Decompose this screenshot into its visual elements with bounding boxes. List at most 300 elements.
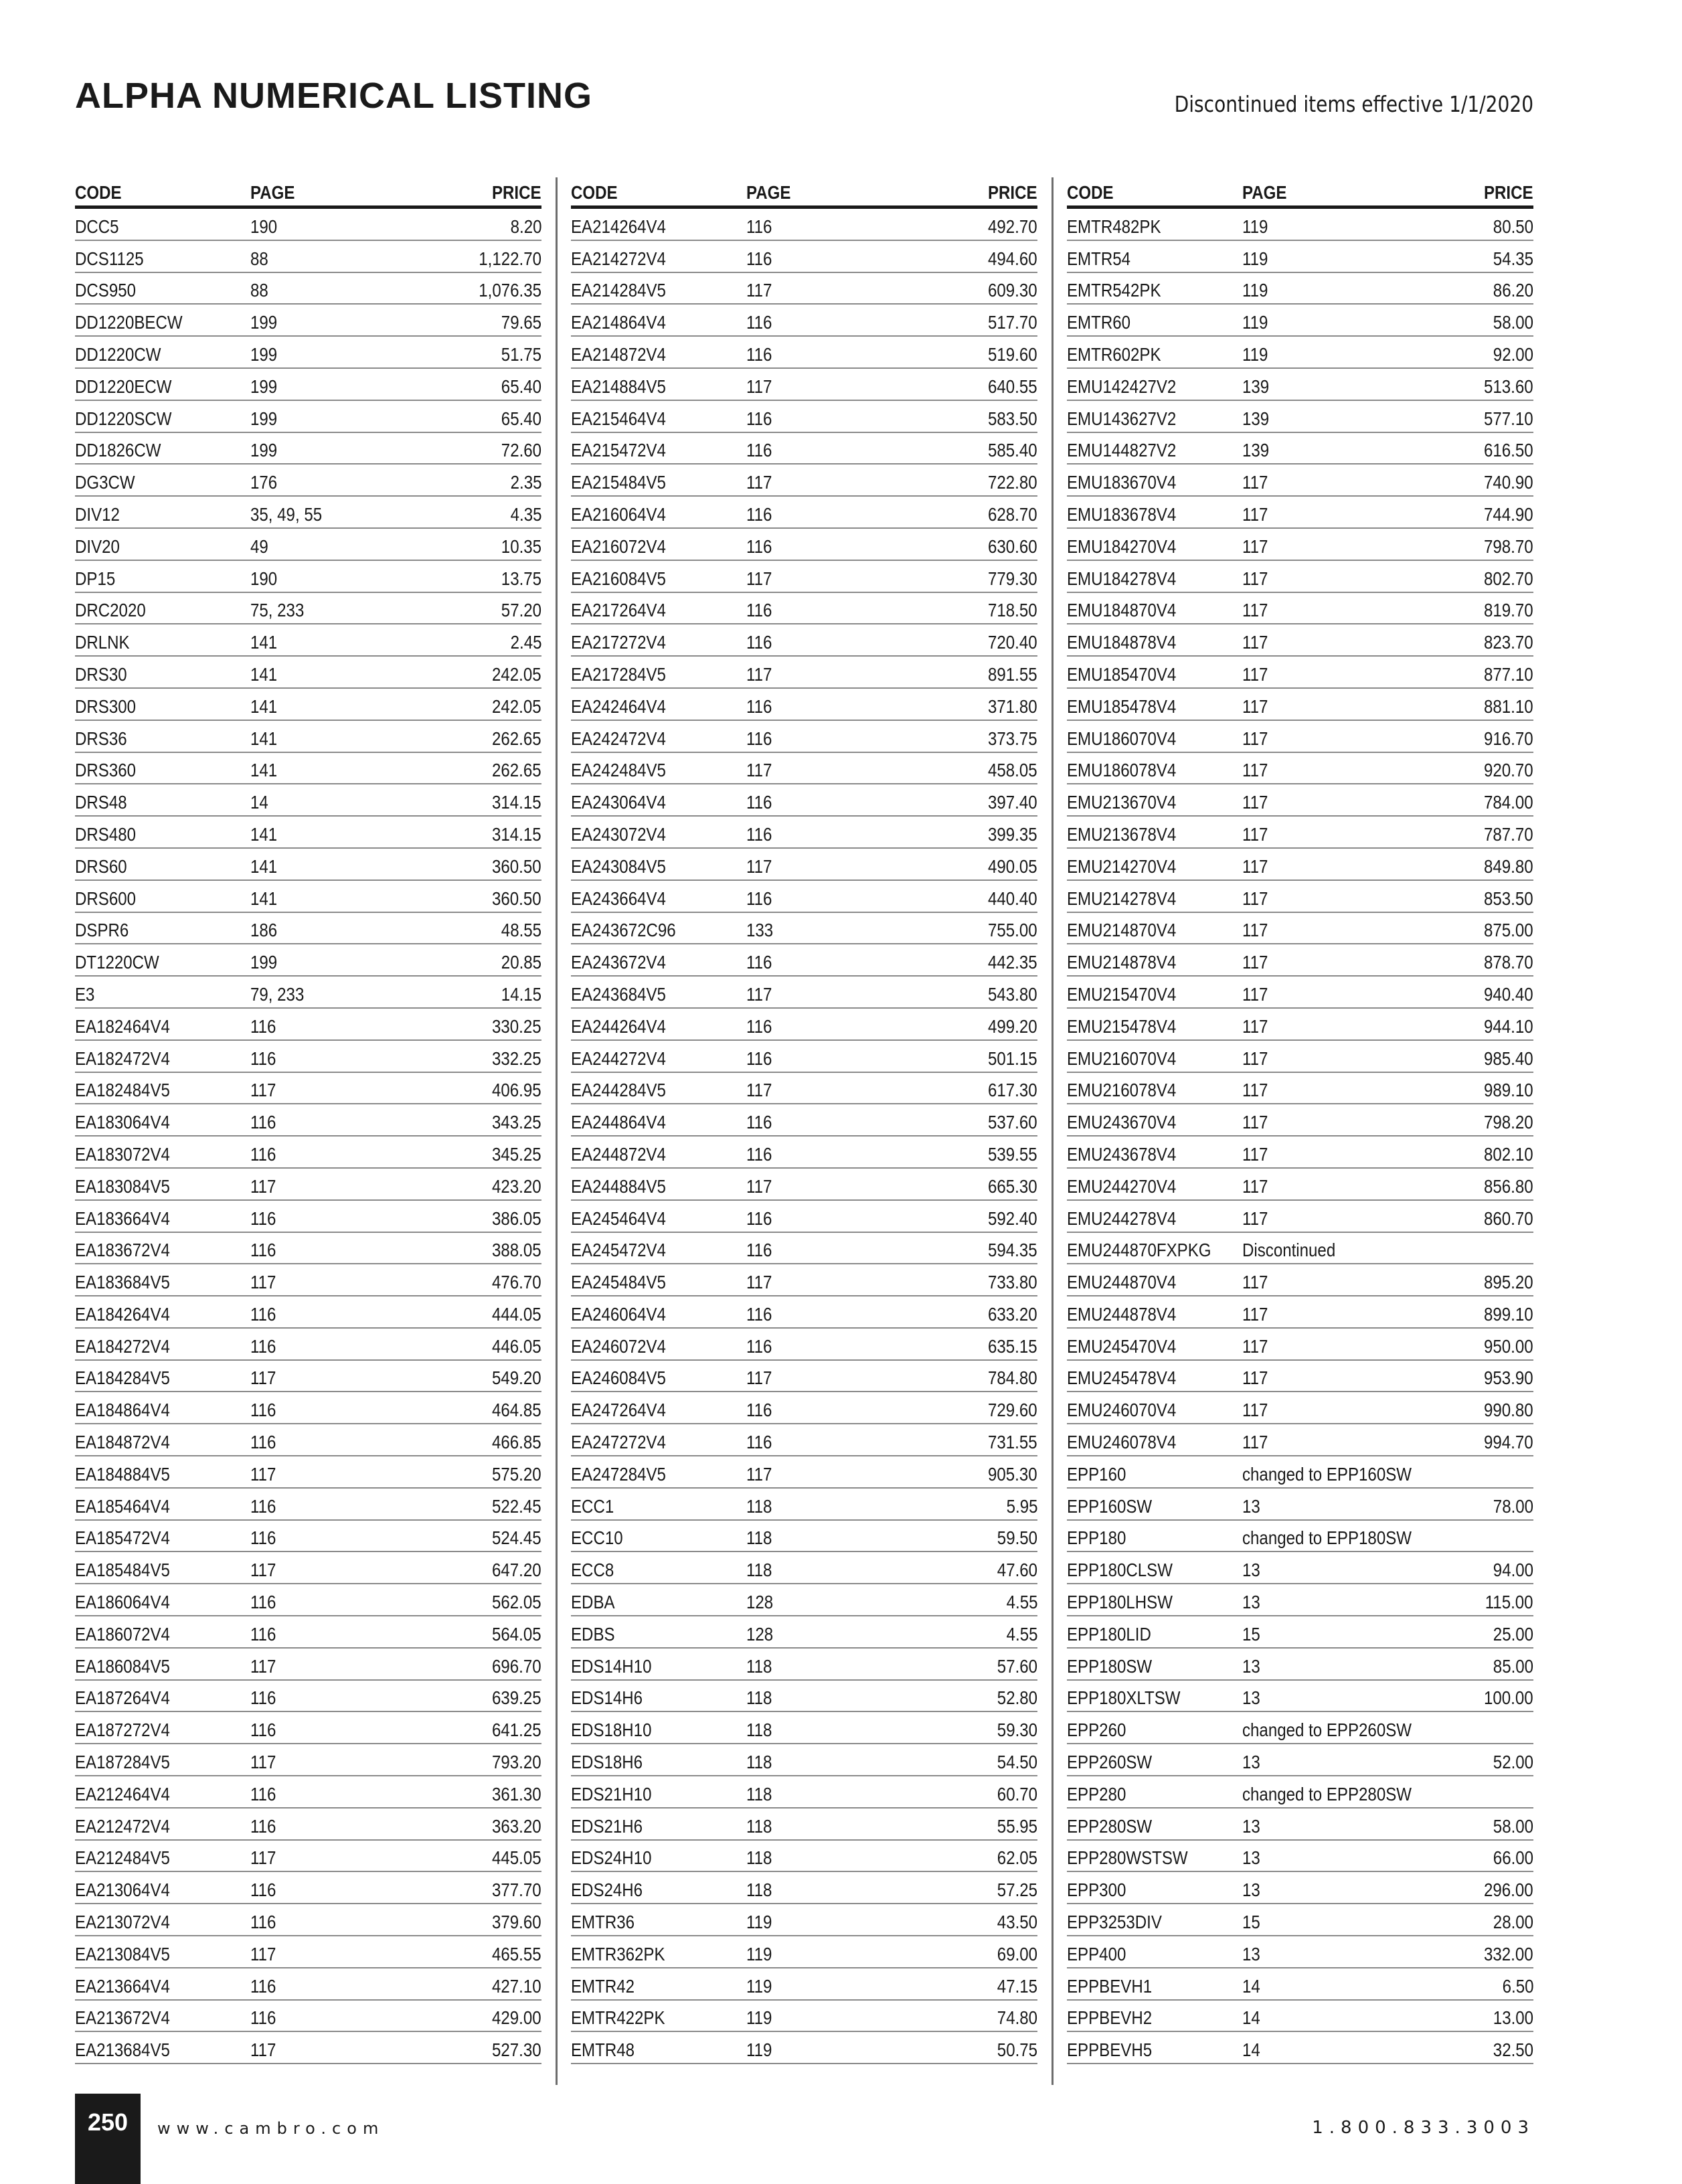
item-page: 116 bbox=[746, 1240, 772, 1261]
table-row bbox=[75, 529, 541, 561]
item-code: EMU213678V4 bbox=[1067, 823, 1177, 845]
item-code: EPP280 bbox=[1067, 1783, 1126, 1804]
item-page: 119 bbox=[1242, 280, 1268, 301]
table-row bbox=[1067, 753, 1533, 785]
item-code: EDS18H6 bbox=[571, 1752, 643, 1773]
item-price: 718.50 bbox=[988, 600, 1037, 621]
item-code: EPPBEVH2 bbox=[1067, 2007, 1153, 2029]
item-price: 953.90 bbox=[1484, 1367, 1533, 1389]
item-code: EMTR48 bbox=[571, 2039, 635, 2061]
table-row bbox=[75, 1201, 541, 1233]
item-page: 116 bbox=[746, 535, 772, 557]
item-code: EMTR542PK bbox=[1067, 280, 1161, 301]
item-page: 118 bbox=[746, 1879, 772, 1901]
table-row bbox=[571, 1169, 1037, 1201]
table-row bbox=[571, 1456, 1037, 1489]
item-page: 117 bbox=[1242, 535, 1268, 557]
item-price: 891.55 bbox=[988, 663, 1037, 685]
table-row bbox=[571, 624, 1037, 657]
item-page: 118 bbox=[746, 1560, 772, 1581]
item-code: EMU243678V4 bbox=[1067, 1143, 1177, 1165]
item-page: 117 bbox=[1242, 823, 1268, 845]
item-code: EMU144827V2 bbox=[1067, 440, 1177, 461]
item-code: EA187264V4 bbox=[75, 1687, 170, 1709]
item-code: EA213084V5 bbox=[75, 1943, 170, 1964]
header-page: PAGE bbox=[746, 182, 791, 203]
item-price: 519.60 bbox=[988, 343, 1037, 365]
item-page: 117 bbox=[1242, 663, 1268, 685]
item-code: EPP280WSTSW bbox=[1067, 1847, 1188, 1869]
item-code: EA184272V4 bbox=[75, 1335, 170, 1357]
item-price: 527.30 bbox=[492, 2039, 541, 2061]
item-code: EA242464V4 bbox=[571, 695, 666, 717]
table-row bbox=[571, 369, 1037, 401]
item-page: 199 bbox=[250, 343, 278, 365]
table-row bbox=[571, 1841, 1037, 1873]
item-code: EMU215470V4 bbox=[1067, 983, 1177, 1005]
item-code: ECC1 bbox=[571, 1495, 614, 1517]
item-code: DD1220BECW bbox=[75, 312, 183, 333]
header-price: PRICE bbox=[1484, 182, 1533, 203]
item-page: 119 bbox=[746, 2039, 772, 2061]
item-price: 332.25 bbox=[492, 1047, 541, 1069]
item-price: 798.20 bbox=[1484, 1112, 1533, 1133]
item-page: 117 bbox=[1242, 983, 1268, 1005]
item-page: 117 bbox=[250, 1175, 276, 1197]
item-page: 116 bbox=[250, 1815, 276, 1837]
item-code: DD1220CW bbox=[75, 343, 161, 365]
item-code: EMU184270V4 bbox=[1067, 535, 1177, 557]
table-row bbox=[571, 817, 1037, 849]
table-row bbox=[75, 337, 541, 369]
table-row bbox=[1067, 624, 1533, 657]
item-code: EA216072V4 bbox=[571, 535, 666, 557]
item-code: EPP180SW bbox=[1067, 1655, 1153, 1677]
item-price: 65.40 bbox=[501, 408, 541, 429]
item-page: 119 bbox=[746, 1912, 772, 1933]
page-title: ALPHA NUMERICAL LISTING bbox=[75, 76, 592, 116]
item-price: 446.05 bbox=[492, 1335, 541, 1357]
table-row bbox=[571, 305, 1037, 337]
table-row bbox=[571, 1649, 1037, 1681]
table-header bbox=[1067, 177, 1533, 209]
item-price: 92.00 bbox=[1493, 343, 1533, 365]
item-page: 117 bbox=[1242, 855, 1268, 877]
table-row bbox=[75, 1809, 541, 1841]
item-page: 117 bbox=[250, 1560, 276, 1581]
item-price: 8.20 bbox=[510, 216, 541, 237]
item-price: 54.50 bbox=[997, 1752, 1037, 1773]
item-price: 458.05 bbox=[988, 760, 1037, 781]
table-row bbox=[571, 944, 1037, 977]
item-page: 116 bbox=[250, 1879, 276, 1901]
item-page: 119 bbox=[1242, 216, 1268, 237]
table-row bbox=[75, 1936, 541, 1968]
item-page: 119 bbox=[1242, 248, 1268, 269]
item-code: DRC2020 bbox=[75, 600, 146, 621]
table-row bbox=[75, 1584, 541, 1616]
item-page: 118 bbox=[746, 1719, 772, 1741]
item-price: 4.55 bbox=[1006, 1623, 1037, 1645]
item-code: EMU245478V4 bbox=[1067, 1367, 1177, 1389]
item-page: 116 bbox=[250, 2007, 276, 2029]
item-price: 920.70 bbox=[1484, 760, 1533, 781]
item-price: 429.00 bbox=[492, 2007, 541, 2029]
table-row bbox=[1067, 944, 1533, 977]
table-row bbox=[75, 1233, 541, 1265]
item-page: 116 bbox=[746, 408, 772, 429]
item-price: 57.25 bbox=[997, 1879, 1037, 1901]
item-price: 360.50 bbox=[492, 888, 541, 909]
item-page: 116 bbox=[746, 1143, 772, 1165]
table-row bbox=[1067, 1489, 1533, 1521]
table-row bbox=[571, 1616, 1037, 1649]
item-page: 190 bbox=[250, 216, 278, 237]
item-page: 116 bbox=[746, 632, 772, 653]
item-code: EA213072V4 bbox=[75, 1912, 170, 1933]
table-row bbox=[1067, 881, 1533, 913]
table-row bbox=[1067, 497, 1533, 529]
item-price: 784.80 bbox=[988, 1367, 1037, 1389]
table-row bbox=[1067, 465, 1533, 497]
item-page: 119 bbox=[746, 2007, 772, 2029]
item-price: 6.50 bbox=[1502, 1975, 1533, 1997]
header-price: PRICE bbox=[988, 182, 1037, 203]
item-price: 373.75 bbox=[988, 728, 1037, 749]
table-row bbox=[75, 1456, 541, 1489]
item-price: 343.25 bbox=[492, 1112, 541, 1133]
table-row bbox=[571, 1201, 1037, 1233]
item-code: EMU244878V4 bbox=[1067, 1303, 1177, 1325]
table-row bbox=[1067, 977, 1533, 1009]
item-page: 133 bbox=[746, 920, 774, 941]
table-row bbox=[571, 1392, 1037, 1424]
item-page: 118 bbox=[746, 1687, 772, 1709]
item-code: EDS21H6 bbox=[571, 1815, 643, 1837]
table-row bbox=[75, 721, 541, 753]
item-code: EA243672C96 bbox=[571, 920, 676, 941]
item-price: 43.50 bbox=[997, 1912, 1037, 1933]
item-code: EA246072V4 bbox=[571, 1335, 666, 1357]
item-page: 141 bbox=[250, 728, 278, 749]
item-price: 819.70 bbox=[1484, 600, 1533, 621]
table-row bbox=[1067, 849, 1533, 881]
table-row bbox=[1067, 1137, 1533, 1169]
table-row bbox=[75, 305, 541, 337]
item-page: 139 bbox=[1242, 408, 1270, 429]
item-page: 118 bbox=[746, 1752, 772, 1773]
item-price: 466.85 bbox=[492, 1432, 541, 1453]
item-price: 592.40 bbox=[988, 1207, 1037, 1229]
item-code: EA182484V5 bbox=[75, 1080, 170, 1101]
table-row bbox=[571, 1296, 1037, 1329]
item-page: 116 bbox=[746, 216, 772, 237]
item-page: 128 bbox=[746, 1592, 774, 1613]
item-code: EPPBEVH5 bbox=[1067, 2039, 1153, 2061]
item-code: EA217284V5 bbox=[571, 663, 666, 685]
item-price: 85.00 bbox=[1493, 1655, 1533, 1677]
table-row bbox=[75, 369, 541, 401]
item-page: 13 bbox=[1242, 1815, 1260, 1837]
item-price: 881.10 bbox=[1484, 695, 1533, 717]
item-page: 117 bbox=[250, 1463, 276, 1485]
item-price: 388.05 bbox=[492, 1240, 541, 1261]
item-page: 117 bbox=[1242, 472, 1268, 493]
item-page: 117 bbox=[1242, 1367, 1268, 1389]
table-row bbox=[1067, 784, 1533, 817]
item-code: EA215472V4 bbox=[571, 440, 666, 461]
item-page: 117 bbox=[746, 1463, 772, 1485]
table-row bbox=[571, 1809, 1037, 1841]
item-code: EA243072V4 bbox=[571, 823, 666, 845]
item-code: EA187272V4 bbox=[75, 1719, 170, 1741]
item-code: EMU243670V4 bbox=[1067, 1112, 1177, 1133]
item-code: EMU244278V4 bbox=[1067, 1207, 1177, 1229]
table-row bbox=[1067, 1521, 1533, 1553]
item-page: 117 bbox=[746, 983, 772, 1005]
item-code: EMU214870V4 bbox=[1067, 920, 1177, 941]
item-price: 115.00 bbox=[1485, 1592, 1533, 1613]
item-price: 397.40 bbox=[988, 792, 1037, 813]
item-price: 57.60 bbox=[997, 1655, 1037, 1677]
item-page: 117 bbox=[1242, 1207, 1268, 1229]
item-code: EPP160 bbox=[1067, 1463, 1126, 1485]
item-page: 190 bbox=[250, 568, 278, 589]
item-price: 633.20 bbox=[988, 1303, 1037, 1325]
page-number-box bbox=[75, 2094, 141, 2184]
table-row bbox=[1067, 433, 1533, 465]
table-row bbox=[1067, 1936, 1533, 1968]
table-row bbox=[571, 849, 1037, 881]
item-page: 117 bbox=[250, 1367, 276, 1389]
item-price: 427.10 bbox=[492, 1975, 541, 1997]
item-code: ECC10 bbox=[571, 1527, 623, 1549]
item-price: 755.00 bbox=[988, 920, 1037, 941]
item-page: 14 bbox=[1242, 2039, 1260, 2061]
item-page: 116 bbox=[746, 728, 772, 749]
item-code: EA242472V4 bbox=[571, 728, 666, 749]
table-row bbox=[75, 657, 541, 689]
table-row bbox=[1067, 273, 1533, 305]
item-price: 639.25 bbox=[492, 1687, 541, 1709]
item-code: DSPR6 bbox=[75, 920, 129, 941]
item-price: 856.80 bbox=[1484, 1175, 1533, 1197]
item-price: 860.70 bbox=[1484, 1207, 1533, 1229]
page-subtitle: Discontinued items effective 1/1/2020 bbox=[1174, 91, 1533, 117]
item-page: 117 bbox=[1242, 1272, 1268, 1293]
table-row bbox=[75, 1104, 541, 1137]
item-code: DIV12 bbox=[75, 503, 120, 525]
item-page: 116 bbox=[250, 1432, 276, 1453]
item-price: 296.00 bbox=[1484, 1879, 1533, 1901]
item-code: DCS950 bbox=[75, 280, 137, 301]
table-row bbox=[75, 1264, 541, 1296]
table-row bbox=[571, 1329, 1037, 1361]
item-page: 116 bbox=[250, 1719, 276, 1741]
table-row bbox=[1067, 1649, 1533, 1681]
item-page: 88 bbox=[250, 280, 268, 301]
item-page: 176 bbox=[250, 472, 278, 493]
item-price: 28.00 bbox=[1493, 1912, 1533, 1933]
item-page: 117 bbox=[1242, 1175, 1268, 1197]
item-page: 116 bbox=[250, 1687, 276, 1709]
item-code: DRS60 bbox=[75, 855, 127, 877]
item-price: 4.55 bbox=[1006, 1592, 1037, 1613]
item-page: 117 bbox=[1242, 952, 1268, 973]
item-code: EA184872V4 bbox=[75, 1432, 170, 1453]
table-row bbox=[571, 1552, 1037, 1584]
item-page: 116 bbox=[250, 1400, 276, 1421]
table-row bbox=[571, 433, 1037, 465]
item-code: EA247284V5 bbox=[571, 1463, 666, 1485]
table-row bbox=[571, 337, 1037, 369]
item-code: EMTR362PK bbox=[571, 1943, 665, 1964]
table-row bbox=[1067, 1968, 1533, 2001]
item-page: 14 bbox=[1242, 2007, 1260, 2029]
item-page: 116 bbox=[250, 1783, 276, 1804]
item-page: 88 bbox=[250, 248, 268, 269]
item-price: 10.35 bbox=[501, 535, 541, 557]
item-page: 117 bbox=[746, 663, 772, 685]
table-row bbox=[571, 2001, 1037, 2033]
item-page: 118 bbox=[746, 1527, 772, 1549]
item-price: 895.20 bbox=[1484, 1272, 1533, 1293]
item-code: DCC5 bbox=[75, 216, 119, 237]
table-row bbox=[75, 465, 541, 497]
table-row bbox=[571, 465, 1037, 497]
item-page: 117 bbox=[1242, 1303, 1268, 1325]
item-page: 117 bbox=[1242, 503, 1268, 525]
table-row bbox=[75, 1073, 541, 1105]
item-page: 116 bbox=[250, 1143, 276, 1165]
table-row bbox=[75, 784, 541, 817]
item-page: 117 bbox=[250, 1272, 276, 1293]
item-code: EA184864V4 bbox=[75, 1400, 170, 1421]
item-code: DD1220ECW bbox=[75, 375, 172, 397]
table-row bbox=[75, 1841, 541, 1873]
item-code: EA244872V4 bbox=[571, 1143, 666, 1165]
table-row bbox=[75, 433, 541, 465]
item-page: 116 bbox=[746, 792, 772, 813]
item-price: 242.05 bbox=[492, 663, 541, 685]
item-code: EA243084V5 bbox=[571, 855, 666, 877]
table-row bbox=[1067, 1776, 1533, 1809]
item-price: 944.10 bbox=[1484, 1015, 1533, 1037]
table-row bbox=[1067, 1009, 1533, 1041]
item-code: DRS300 bbox=[75, 695, 137, 717]
item-code: EA183084V5 bbox=[75, 1175, 170, 1197]
item-code: EA214264V4 bbox=[571, 216, 666, 237]
table-row bbox=[571, 721, 1037, 753]
item-page: 116 bbox=[250, 1623, 276, 1645]
item-page: 116 bbox=[250, 1592, 276, 1613]
table-row bbox=[75, 689, 541, 721]
table-row bbox=[571, 1104, 1037, 1137]
table-row bbox=[75, 1968, 541, 2001]
table-row bbox=[1067, 817, 1533, 849]
item-page: 117 bbox=[1242, 920, 1268, 941]
item-price: 78.00 bbox=[1493, 1495, 1533, 1517]
item-code: EA184884V5 bbox=[75, 1463, 170, 1485]
table-row bbox=[1067, 1296, 1533, 1329]
item-price: 314.15 bbox=[492, 823, 541, 845]
item-code: DD1220SCW bbox=[75, 408, 172, 429]
table-row bbox=[571, 1041, 1037, 1073]
item-page: 117 bbox=[250, 1080, 276, 1101]
website-link[interactable]: www.cambro.com bbox=[157, 2119, 385, 2138]
item-page: 116 bbox=[746, 888, 772, 909]
item-price: 562.05 bbox=[492, 1592, 541, 1613]
item-price: 52.00 bbox=[1493, 1752, 1533, 1773]
table-row bbox=[1067, 913, 1533, 945]
item-code: EA187284V5 bbox=[75, 1752, 170, 1773]
item-price: 720.40 bbox=[988, 632, 1037, 653]
item-page: 117 bbox=[1242, 600, 1268, 621]
table-row bbox=[1067, 1904, 1533, 1936]
item-price: 332.00 bbox=[1484, 1943, 1533, 1964]
item-price: 729.60 bbox=[988, 1400, 1037, 1421]
item-code: EA185484V5 bbox=[75, 1560, 170, 1581]
table-row bbox=[1067, 561, 1533, 593]
item-page: 117 bbox=[746, 760, 772, 781]
item-code: EMU186070V4 bbox=[1067, 728, 1177, 749]
item-page: 15 bbox=[1242, 1912, 1260, 1933]
item-page: 117 bbox=[250, 2039, 276, 2061]
item-code: EA247272V4 bbox=[571, 1432, 666, 1453]
item-code: EMTR602PK bbox=[1067, 343, 1161, 365]
item-price: 878.70 bbox=[1484, 952, 1533, 973]
item-code: EA183072V4 bbox=[75, 1143, 170, 1165]
item-page: 116 bbox=[746, 1207, 772, 1229]
item-code: DRS360 bbox=[75, 760, 137, 781]
table-header bbox=[571, 177, 1037, 209]
item-code: EMU215478V4 bbox=[1067, 1015, 1177, 1037]
item-page: 128 bbox=[746, 1623, 774, 1645]
table-row bbox=[571, 977, 1037, 1009]
item-page: 141 bbox=[250, 855, 278, 877]
table-row bbox=[75, 1776, 541, 1809]
item-price: 442.35 bbox=[988, 952, 1037, 973]
item-code: EMU185478V4 bbox=[1067, 695, 1177, 717]
table-row bbox=[1067, 1329, 1533, 1361]
item-code: EDS21H10 bbox=[571, 1783, 652, 1804]
item-page: 118 bbox=[746, 1815, 772, 1837]
table-row bbox=[1067, 1392, 1533, 1424]
table-row bbox=[571, 1073, 1037, 1105]
table-row bbox=[571, 784, 1037, 817]
item-price: 60.70 bbox=[997, 1783, 1037, 1804]
item-price: 575.20 bbox=[492, 1463, 541, 1485]
header-code: CODE bbox=[1067, 182, 1114, 203]
item-price: 583.50 bbox=[988, 408, 1037, 429]
item-price: 65.40 bbox=[501, 375, 541, 397]
item-page: 116 bbox=[250, 1975, 276, 1997]
item-price: 740.90 bbox=[1484, 472, 1533, 493]
item-page: 117 bbox=[746, 1080, 772, 1101]
item-page: 14 bbox=[250, 792, 268, 813]
item-code: EA242484V5 bbox=[571, 760, 666, 781]
item-page: 35, 49, 55 bbox=[250, 503, 323, 525]
item-price: 377.70 bbox=[492, 1879, 541, 1901]
item-code: EA244284V5 bbox=[571, 1080, 666, 1101]
item-code: EPP300 bbox=[1067, 1879, 1126, 1901]
item-code: EMU184278V4 bbox=[1067, 568, 1177, 589]
item-page: 139 bbox=[1242, 375, 1270, 397]
table-row bbox=[1067, 529, 1533, 561]
item-code: EA244272V4 bbox=[571, 1047, 666, 1069]
item-price: 363.20 bbox=[492, 1815, 541, 1837]
item-code: EA183064V4 bbox=[75, 1112, 170, 1133]
